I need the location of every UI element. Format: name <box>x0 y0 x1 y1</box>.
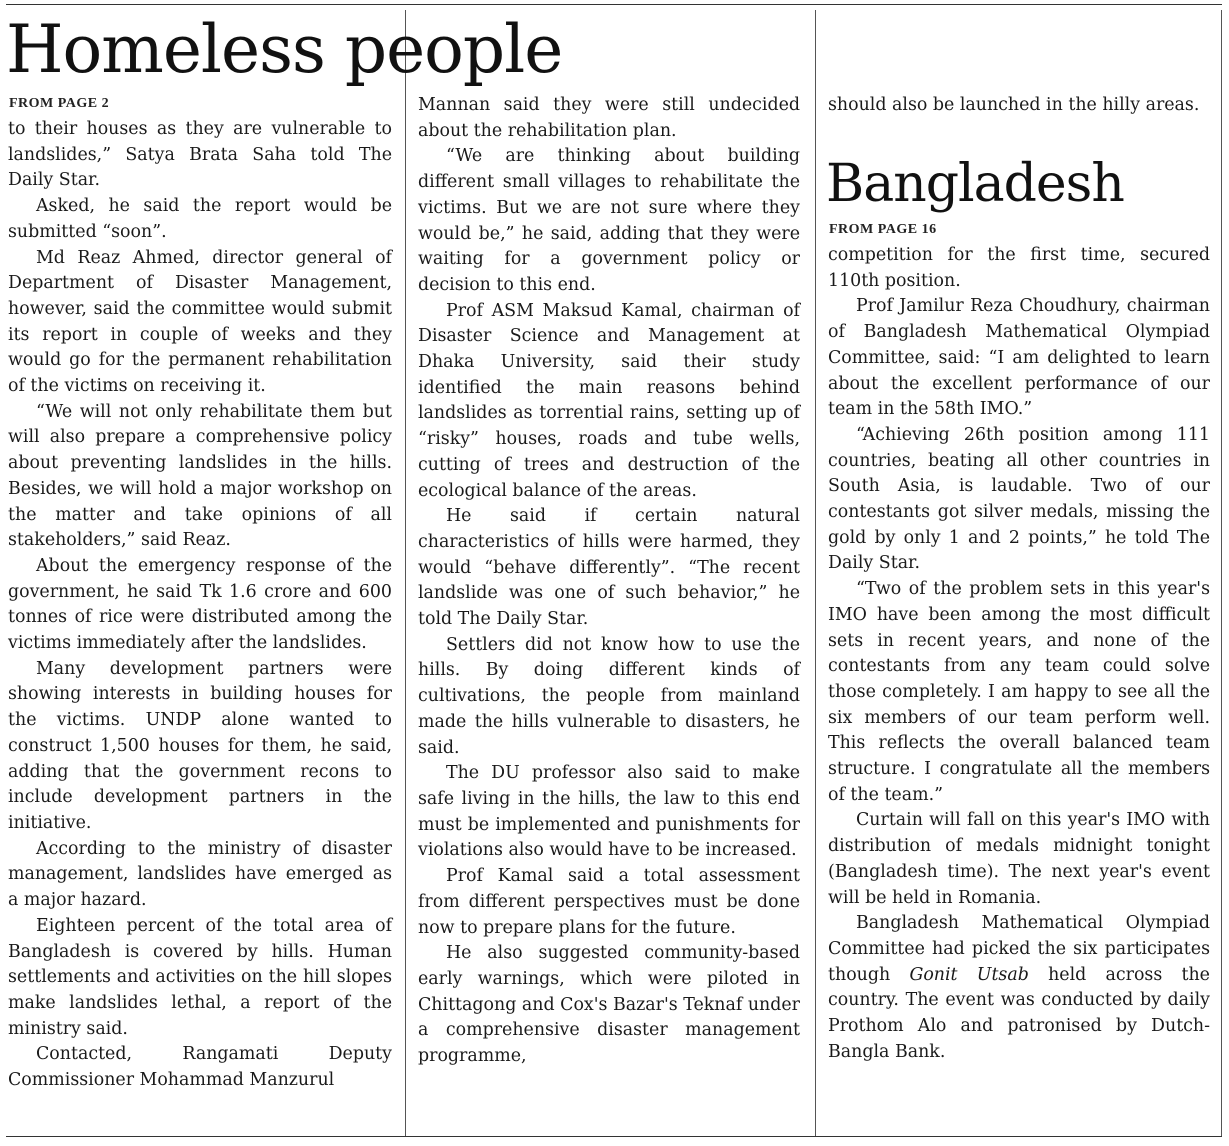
paragraph: He also suggested community-based early warnings, which were piloted in Chittagong and Cox's Bazar's Teknaf under a comprehensive disaster management programme, <box>418 943 800 1067</box>
story-kicker-from-page-16: FROM PAGE 16 <box>829 222 937 237</box>
bottom-rule <box>6 1136 1222 1137</box>
paragraph: Prof ASM Maksud Kamal, chairman of Disaster Science and Management at Dhaka University, said their study identified the main reasons behind landslides as torrential rains, setting up of “risky” houses, roads and tube wells, cutting of trees and destruction of the ecological balance of the areas. <box>418 300 800 501</box>
story2-column <box>828 243 1210 1066</box>
story-kicker-from-page-2: FROM PAGE 2 <box>9 96 110 111</box>
paragraph: Many development partners were showing interests in building houses for the victims. UNDP alone wanted to construct 1,500 houses for them, he said, adding that the government recons to include development partners in the initiative. <box>8 658 392 833</box>
italic-event-name: Gonit Utsab <box>909 964 1029 985</box>
paragraph: According to the ministry of disaster management, landslides have emerged as a major hazard. <box>8 838 392 911</box>
paragraph: “We are thinking about building different small villages to rehabilitate the victims. But we are not sure where they would be,” he said, adding that they were waiting for a government policy or decision to this end. <box>418 146 800 295</box>
paragraph: to their houses as they are vulnerable to landslides,” Satya Brata Saha told The Daily Star. <box>8 119 392 191</box>
top-rule <box>6 4 1222 5</box>
paragraph: About the emergency response of the government, he said Tk 1.6 crore and 600 tonnes of rice were distributed among the victims immediately after the landslides. <box>8 555 392 654</box>
paragraph: Asked, he said the report would be submitted “soon”. <box>8 196 392 242</box>
paragraph-text: held across the country. The event was conducted by daily Prothom Alo and patronised by Dutch-Bangla Bank. <box>828 964 1210 1062</box>
paragraph: “Two of the problem sets in this year's IMO have been among the most difficult sets in recent years, and none of the contestants from any team could solve those completely. I am happy to see all the six members of our team perform well. This reflects the overall balanced team structure. I congratulate all the members of the team.” <box>828 579 1210 805</box>
column-divider-1 <box>405 10 406 1136</box>
story1-column-3-continued <box>828 93 1210 119</box>
paragraph: should also be launched in the hilly areas. <box>828 95 1200 115</box>
paragraph: Mannan said they were still undecided about the rehabilitation plan. <box>418 95 800 141</box>
paragraph: Prof Kamal said a total assessment from different perspectives must be done now to prepare plans for the future. <box>418 866 800 938</box>
paragraph-text: Bangladesh Mathematical Olympiad Committee had picked the six participates though <box>828 913 1210 985</box>
paragraph: Curtain will fall on this year's IMO with distribution of medals midnight tonight (Bangladesh time). The next year's event will be held in Romania. <box>828 810 1210 908</box>
paragraph: Md Reaz Ahmed, director general of Department of Disaster Management, however, said the committee would submit its report in couple of weeks and they would go for the permanent rehabilitation of the victims on receiving it. <box>8 247 392 397</box>
paragraph: Contacted, Rangamati Deputy Commissioner Mohammad Manzurul <box>8 1044 392 1091</box>
paragraph: Settlers did not know how to use the hills. By doing different kinds of cultivations, the people from mainland made the hills vulnerable to disasters, he said. <box>418 634 800 758</box>
paragraph: He said if certain natural characteristics of hills were harmed, they would “behave differently”. “The recent landslide was one of such behavior,” he told The Daily Star. <box>418 506 800 630</box>
paragraph <box>828 911 1210 1065</box>
right-border <box>1221 10 1222 1136</box>
paragraph: The DU professor also said to make safe living in the hills, the law to this end must be implemented and punishments for violations also would have to be increased. <box>418 763 800 861</box>
paragraph: “Achieving 26th position among 111 countries, beating all other countries in South Asia, is laudable. Two of our contestants got silver medals, missing the gold by only 1 and 2 points,” he told The Daily Star. <box>828 424 1210 574</box>
story1-column-2 <box>418 93 800 1070</box>
paragraph: competition for the first time, secured 110th position. <box>828 245 1210 291</box>
paragraph: Prof Jamilur Reza Choudhury, chairman of Bangladesh Mathematical Olympiad Committee, said: “I am delighted to learn about the excellent performance of our team in the 58th IMO.” <box>828 296 1210 420</box>
story-headline-homeless: Homeless people <box>6 11 563 88</box>
story-headline-bangladesh: Bangladesh <box>826 154 1124 214</box>
column-divider-2 <box>815 10 816 1136</box>
paragraph: Eighteen percent of the total area of Bangladesh is covered by hills. Human settlements and activities on the hill slopes make landslides lethal, a report of the ministry said. <box>8 915 392 1039</box>
story1-column-1 <box>8 117 392 1094</box>
paragraph: “We will not only rehabilitate them but will also prepare a comprehensive policy about preventing landslides in the hills. Besides, we will hold a major workshop on the matter and take opinions of all stakeholders,” said Reaz. <box>8 401 392 551</box>
